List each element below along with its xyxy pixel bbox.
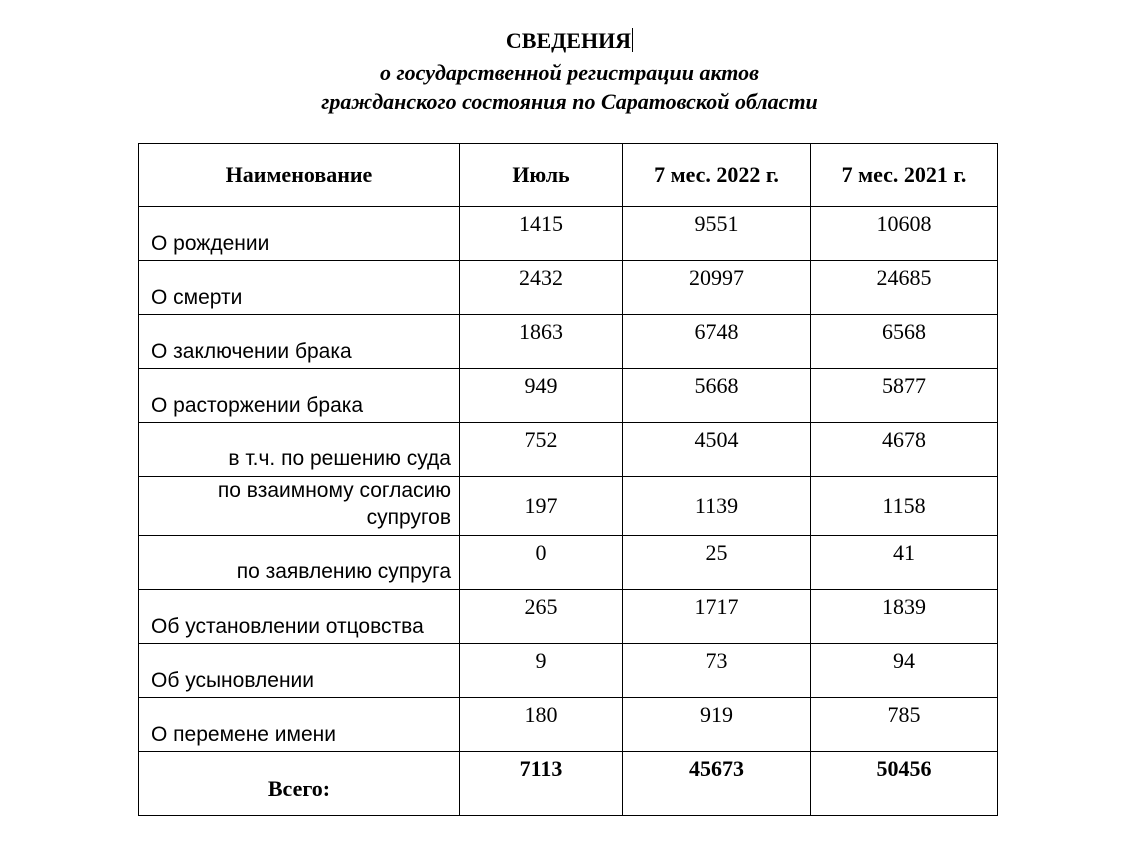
total-july: 7113 (460, 752, 623, 816)
cell-july: 9 (460, 644, 623, 698)
table-row (139, 644, 998, 698)
column-header-name: Наименование (139, 144, 460, 207)
cell-july: 180 (460, 698, 623, 752)
row-label: О рождении (139, 207, 460, 261)
cell-july: 949 (460, 369, 623, 423)
cell-7m-2022: 73 (623, 644, 811, 698)
cell-7m-2021: 94 (811, 644, 998, 698)
cell-7m-2022: 5668 (623, 369, 811, 423)
row-label: Об усыновлении (139, 644, 460, 698)
cell-7m-2022: 919 (623, 698, 811, 752)
cell-july: 197 (460, 477, 623, 536)
cell-7m-2021: 24685 (811, 261, 998, 315)
row-label: в т.ч. по решению суда (139, 423, 460, 477)
column-header-july: Июль (460, 144, 623, 207)
table-row (139, 207, 998, 261)
table-row (139, 369, 998, 423)
table-row (139, 590, 998, 644)
row-label: О заключении брака (139, 315, 460, 369)
cell-7m-2022: 25 (623, 536, 811, 590)
table-header-row (139, 144, 998, 207)
document-title: СВЕДЕНИЯ (505, 28, 632, 53)
cell-7m-2021: 10608 (811, 207, 998, 261)
cell-7m-2022: 9551 (623, 207, 811, 261)
row-label: по взаимному согласию супругов (139, 477, 460, 536)
cell-7m-2021: 1158 (811, 477, 998, 536)
table-total-row (139, 752, 998, 816)
text-cursor (632, 28, 633, 52)
table-row (139, 698, 998, 752)
cell-july: 2432 (460, 261, 623, 315)
column-header-7m-2021: 7 мес. 2021 г. (811, 144, 998, 207)
table-row (139, 477, 998, 536)
document-subtitle-line2: гражданского состояния по Саратовской области (321, 89, 818, 114)
cell-july: 0 (460, 536, 623, 590)
total-7m-2021: 50456 (811, 752, 998, 816)
cell-7m-2022: 20997 (623, 261, 811, 315)
row-label: Об установлении отцовства (139, 590, 460, 644)
cell-7m-2022: 6748 (623, 315, 811, 369)
row-label: по заявлению супруга (139, 536, 460, 590)
cell-7m-2021: 5877 (811, 369, 998, 423)
table-row (139, 423, 998, 477)
cell-7m-2022: 1717 (623, 590, 811, 644)
cell-7m-2021: 4678 (811, 423, 998, 477)
cell-7m-2021: 1839 (811, 590, 998, 644)
row-label: О смерти (139, 261, 460, 315)
cell-7m-2021: 41 (811, 536, 998, 590)
total-7m-2022: 45673 (623, 752, 811, 816)
cell-july: 265 (460, 590, 623, 644)
table-row (139, 536, 998, 590)
cell-july: 1863 (460, 315, 623, 369)
table-row (139, 261, 998, 315)
cell-7m-2021: 6568 (811, 315, 998, 369)
document-subtitle-line1: о государственной регистрации актов (380, 60, 759, 85)
cell-7m-2022: 4504 (623, 423, 811, 477)
row-label: О перемене имени (139, 698, 460, 752)
row-label: О расторжении брака (139, 369, 460, 423)
cell-7m-2022: 1139 (623, 477, 811, 536)
column-header-7m-2022: 7 мес. 2022 г. (623, 144, 811, 207)
registration-table (138, 143, 998, 816)
total-label: Всего: (139, 752, 460, 816)
cell-july: 752 (460, 423, 623, 477)
cell-july: 1415 (460, 207, 623, 261)
table-row (139, 315, 998, 369)
cell-7m-2021: 785 (811, 698, 998, 752)
